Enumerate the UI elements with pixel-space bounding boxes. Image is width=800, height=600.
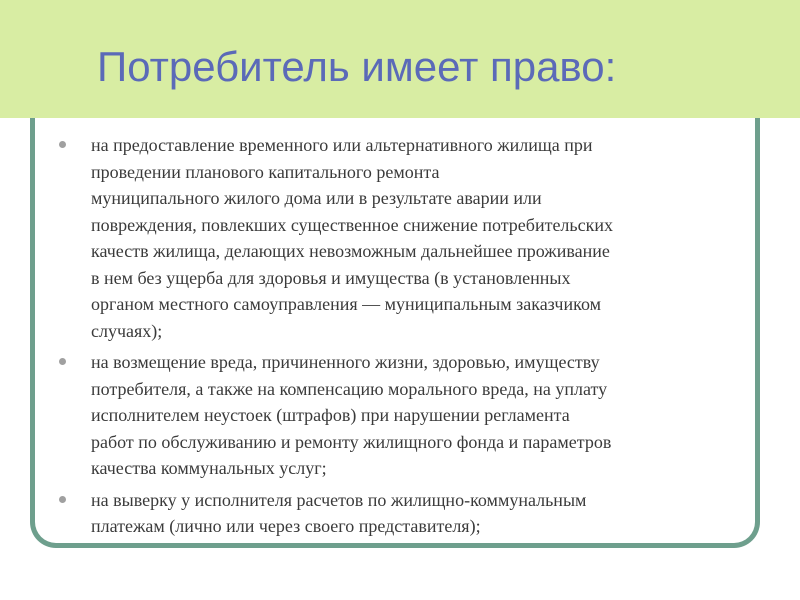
bullet-text: на возмещение вреда, причиненного жизни, здоровью, имуществу потребителя, а также на компенсацию морального вреда, на уплату исполнителем неустоек (штрафов) при нарушении регламента работ по обслуживанию и ремонту жилищного фонда и параметров качества коммунальных услуг; (91, 352, 612, 478)
bullet-list (91, 132, 751, 545)
slide-title: Потребитель имеет право: (97, 43, 617, 90)
bullet-dot-icon (59, 358, 66, 365)
list-item (91, 132, 751, 344)
bullet-text: на выверку у исполнителя расчетов по жилищно-коммунальным платежам (лично или через своего представителя); (91, 489, 587, 536)
bullet-text: на предоставление временного или альтернативного жилища при проведении планового капитального ремонта муниципального жилого дома или в результате аварии или повреждения, повлекших существенное снижение потребительских качеств жилища, делающих невозможным дальнейшее проживание в нем без ущерба для здоровья и имущества (в установленных органом местного самоуправления — муниципальным заказчиком случаях); (91, 135, 613, 341)
list-item (91, 349, 751, 482)
list-item (91, 487, 751, 540)
title-bar (0, 0, 800, 118)
bullet-dot-icon (59, 496, 66, 503)
bullet-dot-icon (59, 141, 66, 148)
